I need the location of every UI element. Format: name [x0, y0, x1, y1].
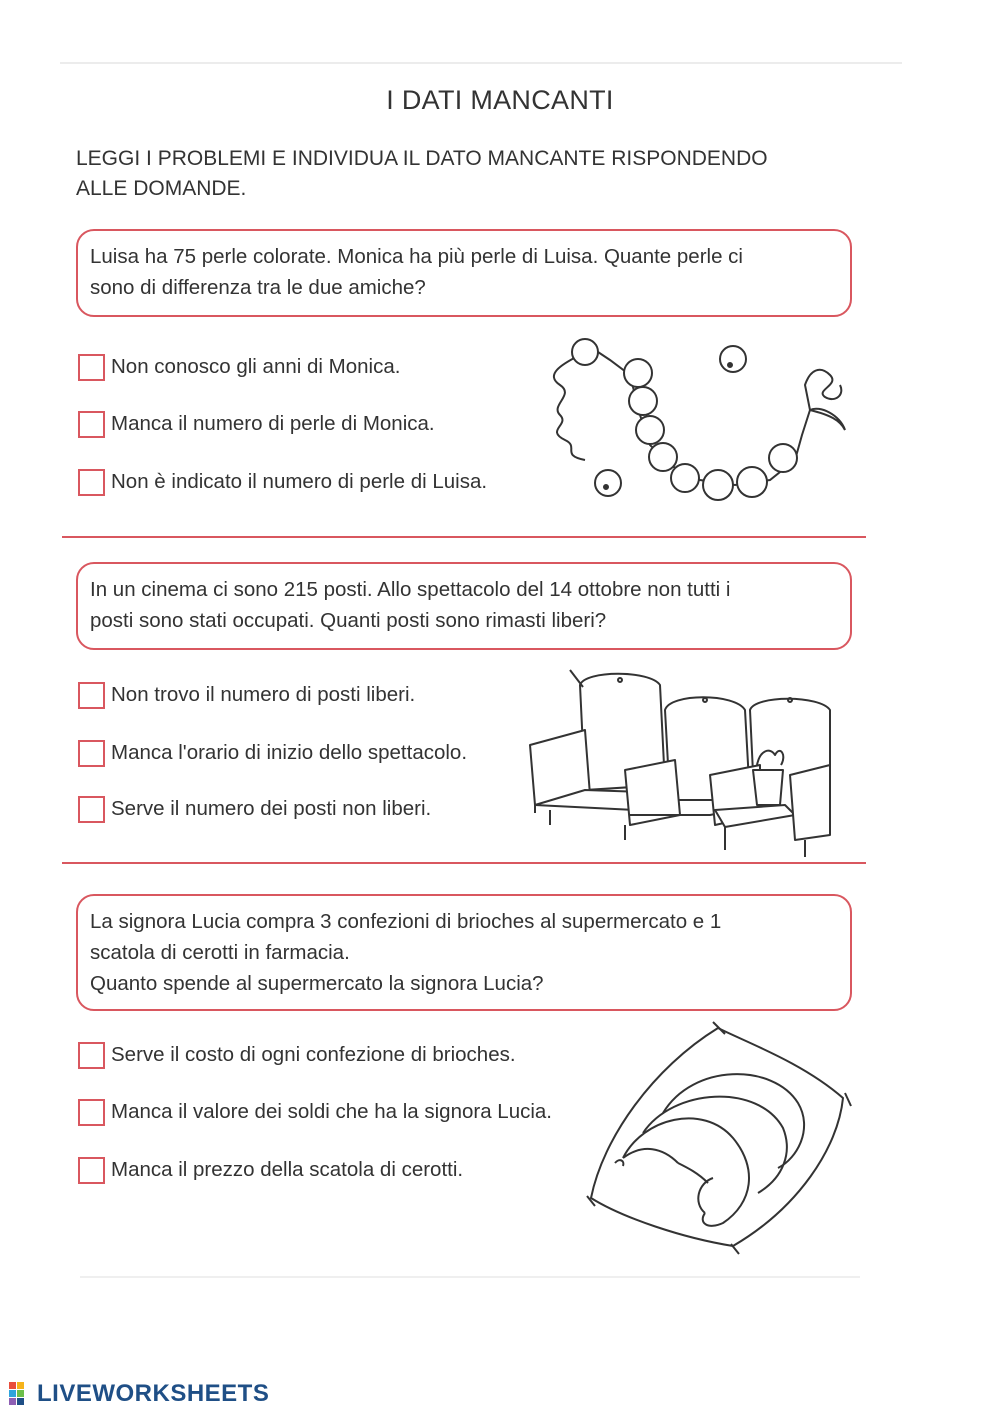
problem-3-option-2[interactable]	[78, 1097, 552, 1127]
checkbox[interactable]	[78, 1099, 105, 1126]
problem-text-line: In un cinema ci sono 215 posti. Allo spettacolo del 14 ottobre non tutti i	[90, 578, 731, 601]
problem-1-option-2[interactable]	[78, 409, 435, 439]
checkbox[interactable]	[78, 354, 105, 381]
checkbox[interactable]	[78, 740, 105, 767]
instructions	[76, 144, 876, 204]
croissant-package-illustration	[583, 1018, 858, 1258]
bottom-rule	[80, 1276, 860, 1278]
option-label: Manca il valore dei soldi che ha la signora Lucia.	[111, 1100, 553, 1123]
problem-1-text-box	[76, 229, 852, 317]
page-title: I DATI MANCANTI	[386, 85, 614, 115]
checkbox[interactable]	[78, 469, 105, 496]
problem-2-text-box	[76, 562, 852, 650]
problem-text-line: posti sono stati occupati. Quanti posti sono rimasti liberi?	[90, 609, 607, 632]
liveworksheets-logo-icon	[8, 1381, 34, 1407]
instructions-line: ALLE DOMANDE.	[76, 177, 247, 200]
problem-text-line: scatola di cerotti in farmacia.	[90, 941, 350, 964]
section-divider	[62, 536, 866, 538]
checkbox[interactable]	[78, 682, 105, 709]
brand-name: LIVEWORKSHEETS	[37, 1380, 270, 1407]
option-label: Serve il numero dei posti non liberi.	[111, 797, 432, 820]
section-divider	[62, 862, 866, 864]
cinema-seats-illustration	[525, 665, 845, 865]
instructions-line: LEGGI I PROBLEMI E INDIVIDUA IL DATO MANCANTE RISPONDENDO	[76, 147, 768, 170]
problem-2-option-3[interactable]	[78, 794, 431, 824]
option-label: Manca l'orario di inizio dello spettacolo.	[111, 741, 468, 764]
option-label: Non è indicato il numero di perle di Luisa.	[111, 470, 488, 493]
checkbox[interactable]	[78, 796, 105, 823]
problem-text-line: La signora Lucia compra 3 confezioni di brioches al supermercato e 1	[90, 910, 722, 933]
option-label: Non conosco gli anni di Monica.	[111, 355, 401, 378]
problem-3-text-box	[76, 894, 852, 1011]
problem-text-line: sono di differenza tra le due amiche?	[90, 276, 426, 299]
problem-2-option-2[interactable]	[78, 738, 467, 768]
top-rule	[60, 62, 902, 64]
option-label: Non trovo il numero di posti liberi.	[111, 683, 416, 706]
problem-text-line: Luisa ha 75 perle colorate. Monica ha più perle di Luisa. Quante perle ci	[90, 245, 743, 268]
problem-3-option-3[interactable]	[78, 1155, 463, 1185]
option-label: Manca il prezzo della scatola di cerotti.	[111, 1158, 464, 1181]
problem-1-option-3[interactable]	[78, 467, 487, 497]
footer	[8, 1380, 269, 1408]
bead-necklace-illustration	[540, 335, 860, 510]
checkbox[interactable]	[78, 411, 105, 438]
problem-text-line: Quanto spende al supermercato la signora Lucia?	[90, 972, 544, 995]
problem-2-option-1[interactable]	[78, 680, 415, 710]
problem-3-option-1[interactable]	[78, 1040, 516, 1070]
option-label: Manca il numero di perle di Monica.	[111, 412, 435, 435]
option-label: Serve il costo di ogni confezione di brioches.	[111, 1043, 516, 1066]
checkbox[interactable]	[78, 1042, 105, 1069]
checkbox[interactable]	[78, 1157, 105, 1184]
problem-1-option-1[interactable]	[78, 352, 400, 382]
